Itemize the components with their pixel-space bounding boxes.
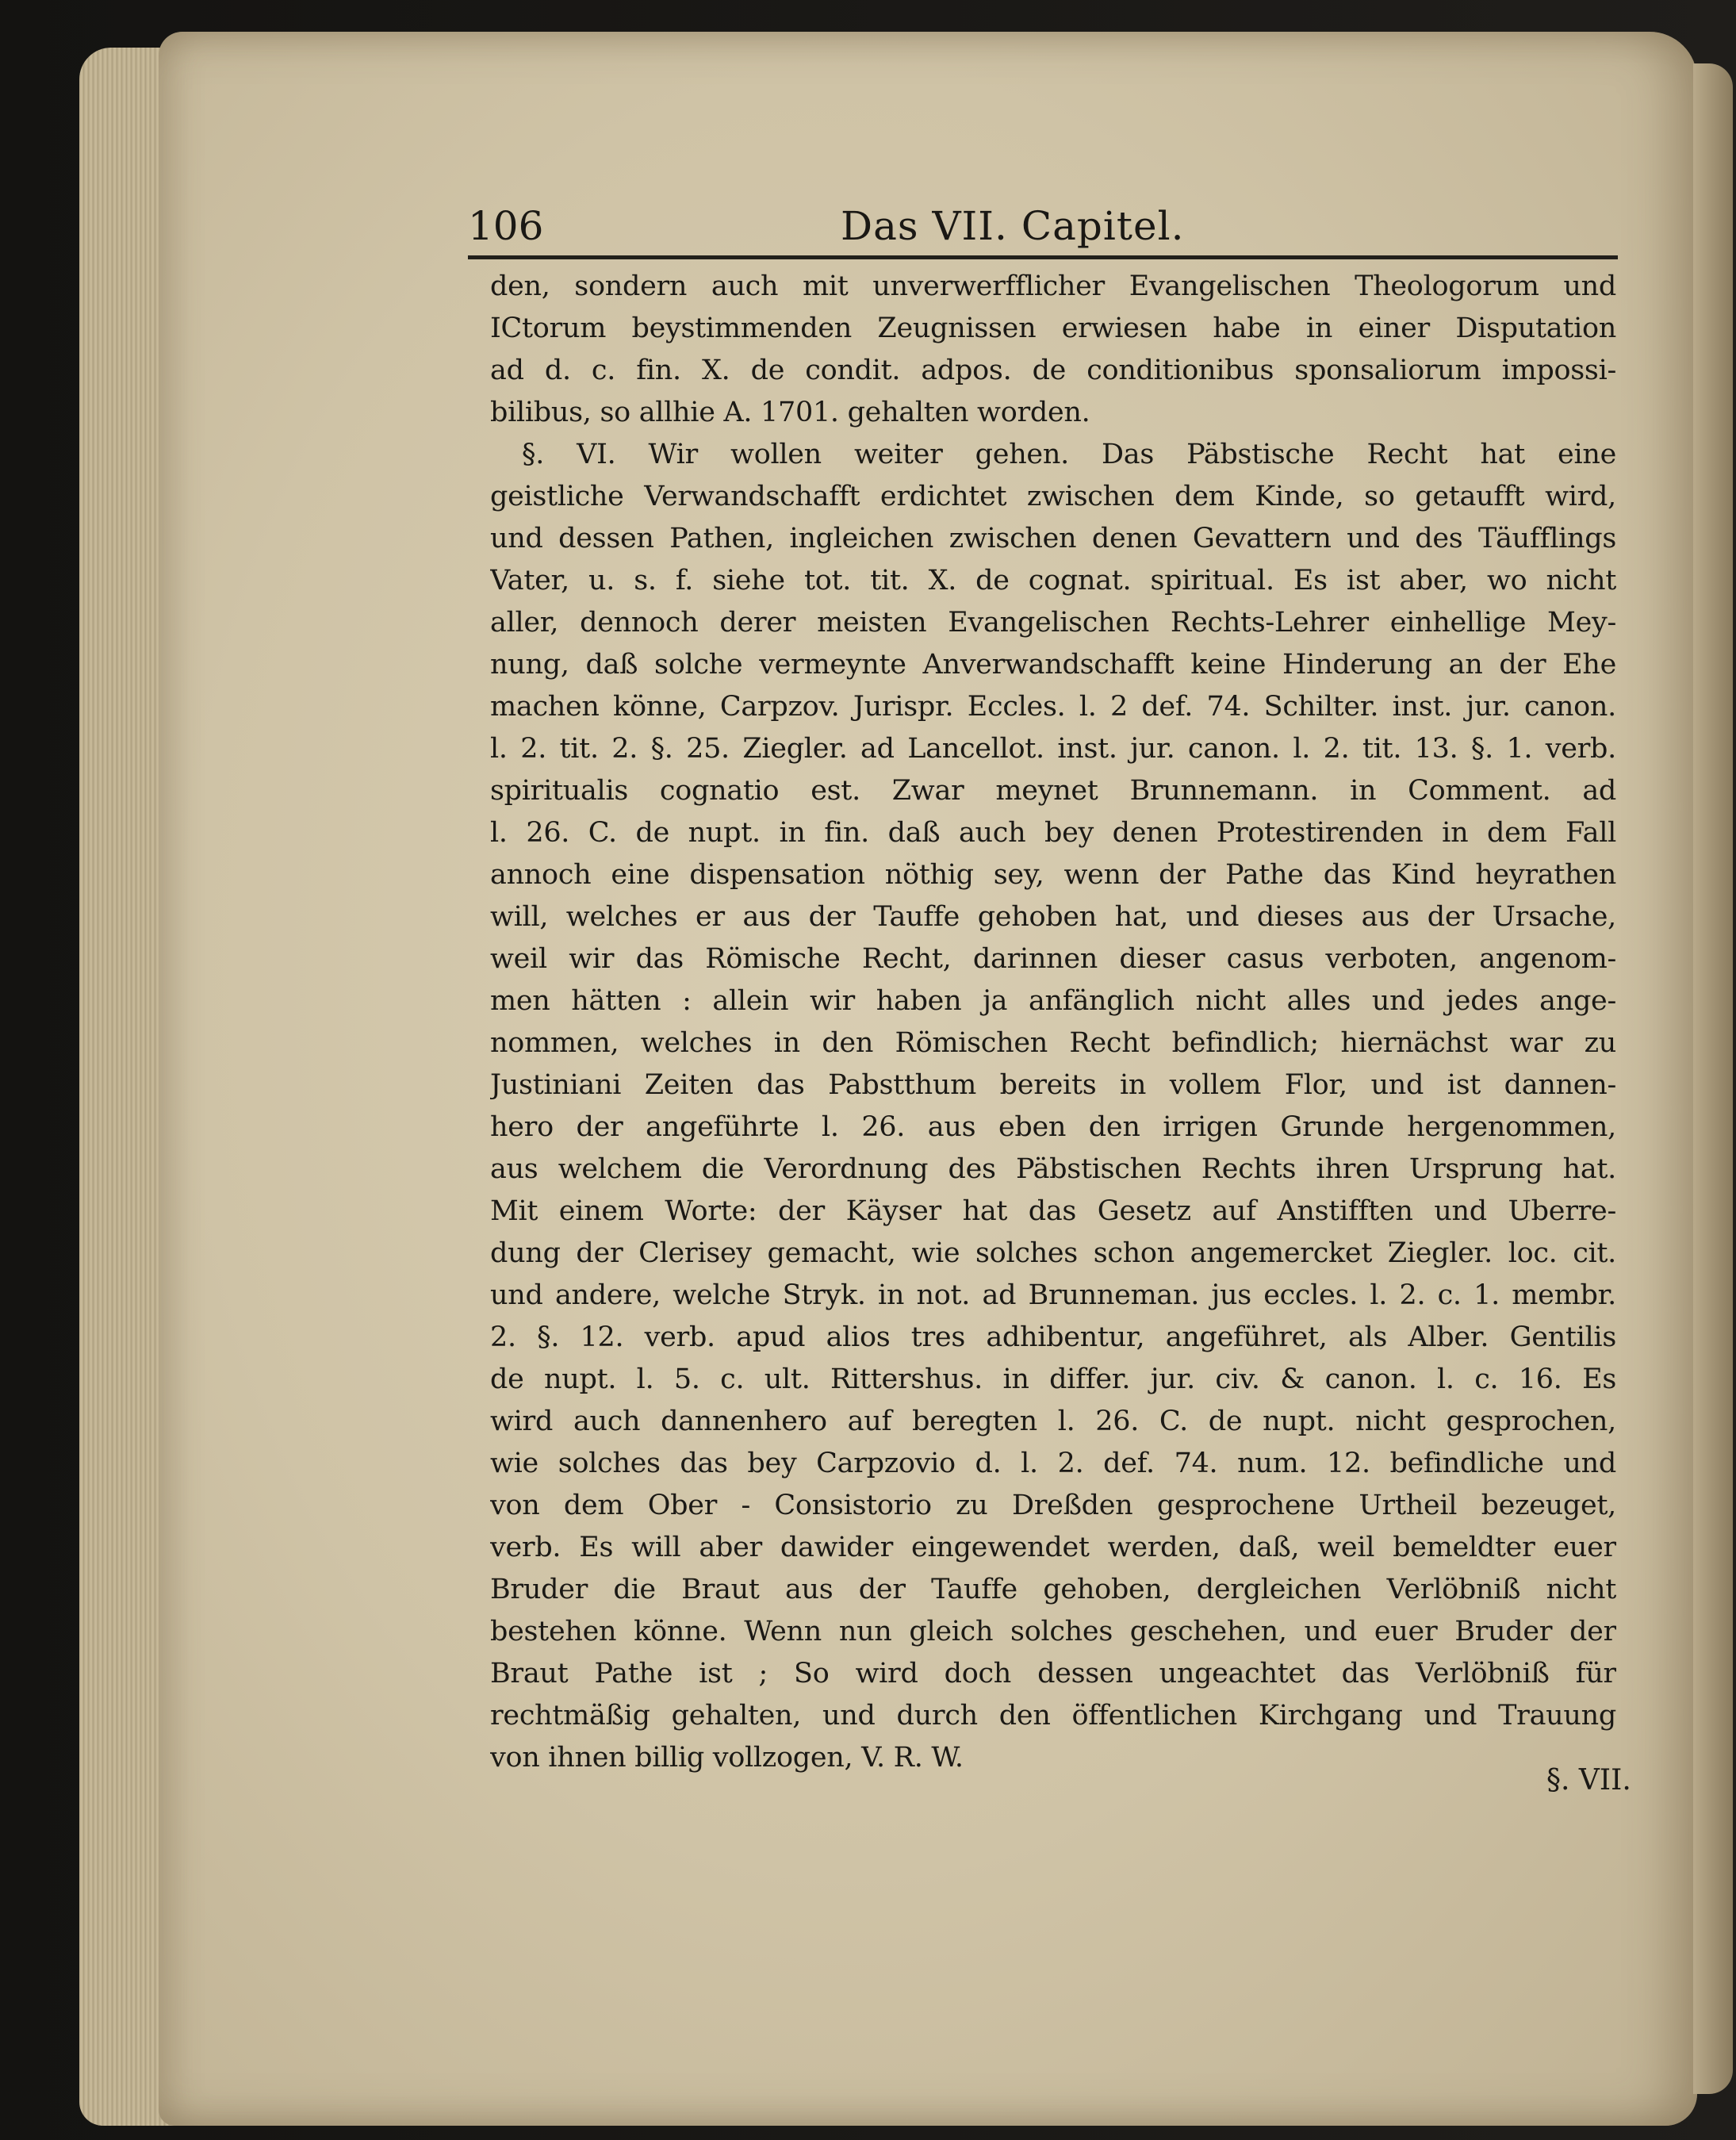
text-line: geistliche Verwandschafft erdichtet zwischen dem Kinde, so getaufft wird, (490, 481, 1616, 512)
text-line: von ihnen billig vollzogen, V. R. W. (490, 1742, 964, 1774)
text-line: rechtmäßig gehalten, und durch den öffentlichen Kirchgang und Trauung (490, 1700, 1616, 1732)
text-line: men hätten : allein wir haben ja anfänglich nicht alles und jedes ange- (490, 985, 1616, 1017)
text-line: nung, daß solche vermeynte Anverwandschafft keine Hinderung an der Ehe (490, 649, 1616, 681)
text-line: ad d. c. fin. X. de condit. adpos. de conditionibus sponsaliorum impossi- (490, 355, 1616, 386)
text-line: Bruder die Braut aus der Tauffe gehoben, dergleichen Verlöbniß nicht (490, 1574, 1616, 1605)
text-line: de nupt. l. 5. c. ult. Rittershus. in differ. jur. civ. & canon. l. c. 16. Es (490, 1363, 1616, 1395)
text-line: bilibus, so allhie A. 1701. gehalten worden. (490, 397, 1090, 428)
text-line: machen könne, Carpzov. Jurispr. Eccles. l. 2 def. 74. Schilter. inst. jur. canon. (490, 691, 1616, 723)
text-line: spiritualis cognatio est. Zwar meynet Brunnemann. in Comment. ad (490, 775, 1616, 807)
text-line: Mit einem Worte: der Käyser hat das Gesetz auf Anstifften und Uberre- (490, 1195, 1616, 1227)
header-rule (468, 255, 1618, 259)
text-line: Vater, u. s. f. siehe tot. tit. X. de cognat. spiritual. Es ist aber, wo nicht (490, 565, 1616, 596)
text-line: l. 2. tit. 2. §. 25. Ziegler. ad Lancellot. inst. jur. canon. l. 2. tit. 13. §. 1. verb. (490, 733, 1616, 765)
text-line: den, sondern auch mit unverwerfflicher Evangelischen Theologorum und (490, 270, 1616, 302)
text-line: Justiniani Zeiten das Pabstthum bereits in vollem Flor, und ist dannen- (490, 1069, 1616, 1101)
text-line: l. 26. C. de nupt. in fin. daß auch bey denen Protestirenden in dem Fall (490, 817, 1616, 849)
text-line: dung der Clerisey gemacht, wie solches schon angemercket Ziegler. loc. cit. (490, 1237, 1616, 1269)
text-line: weil wir das Römische Recht, darinnen dieser casus verboten, angenom- (490, 943, 1616, 975)
text-line: ICtorum beystimmenden Zeugnissen erwiesen habe in einer Disputation (490, 313, 1616, 344)
text-line: wie solches das bey Carpzovio d. l. 2. def. 74. num. 12. befindliche und (490, 1448, 1616, 1479)
text-line: §. VI. Wir wollen weiter gehen. Das Päbstische Recht hat eine (522, 439, 1616, 470)
body-text (490, 266, 1616, 1779)
text-line: nommen, welches in den Römischen Recht befindlich; hiernächst war zu (490, 1027, 1616, 1059)
text-line: aller, dennoch derer meisten Evangelischen Rechts-Lehrer einhellige Mey- (490, 607, 1616, 639)
text-line: verb. Es will aber dawider eingewendet werden, daß, weil bemeldter euer (490, 1532, 1616, 1563)
text-line: bestehen könne. Wenn nun gleich solches geschehen, und euer Bruder der (490, 1616, 1616, 1647)
text-line: und andere, welche Stryk. in not. ad Brunneman. jus eccles. l. 2. c. 1. membr. (490, 1279, 1616, 1311)
page-number: 106 (468, 203, 544, 249)
text-line: 2. §. 12. verb. apud alios tres adhibentur, angeführet, als Alber. Gentilis (490, 1321, 1616, 1353)
text-line: Braut Pathe ist ; So wird doch dessen ungeachtet das Verlöbniß für (490, 1658, 1616, 1689)
catchword: §. VII. (1546, 1764, 1631, 1797)
text-line: von dem Ober - Consistorio zu Dreßden gesprochene Urtheil bezeuget, (490, 1490, 1616, 1521)
page-header (468, 198, 1618, 262)
text-line: aus welchem die Verordnung des Päbstischen Rechts ihren Ursprung hat. (490, 1153, 1616, 1185)
text-line: annoch eine dispensation nöthig sey, wenn der Pathe das Kind heyrathen (490, 859, 1616, 891)
book-right-edge (1693, 63, 1733, 2094)
text-line: hero der angeführte l. 26. aus eben den irrigen Grunde hergenommen, (490, 1111, 1616, 1143)
text-line: will, welches er aus der Tauffe gehoben hat, und dieses aus der Ursache, (490, 901, 1616, 933)
text-line: und dessen Pathen, ingleichen zwischen denen Gevattern und des Täufflings (490, 523, 1616, 554)
text-line: wird auch dannenhero auf beregten l. 26. C. de nupt. nicht gesprochen, (490, 1406, 1616, 1437)
chapter-title: Das VII. Capitel. (841, 203, 1185, 249)
